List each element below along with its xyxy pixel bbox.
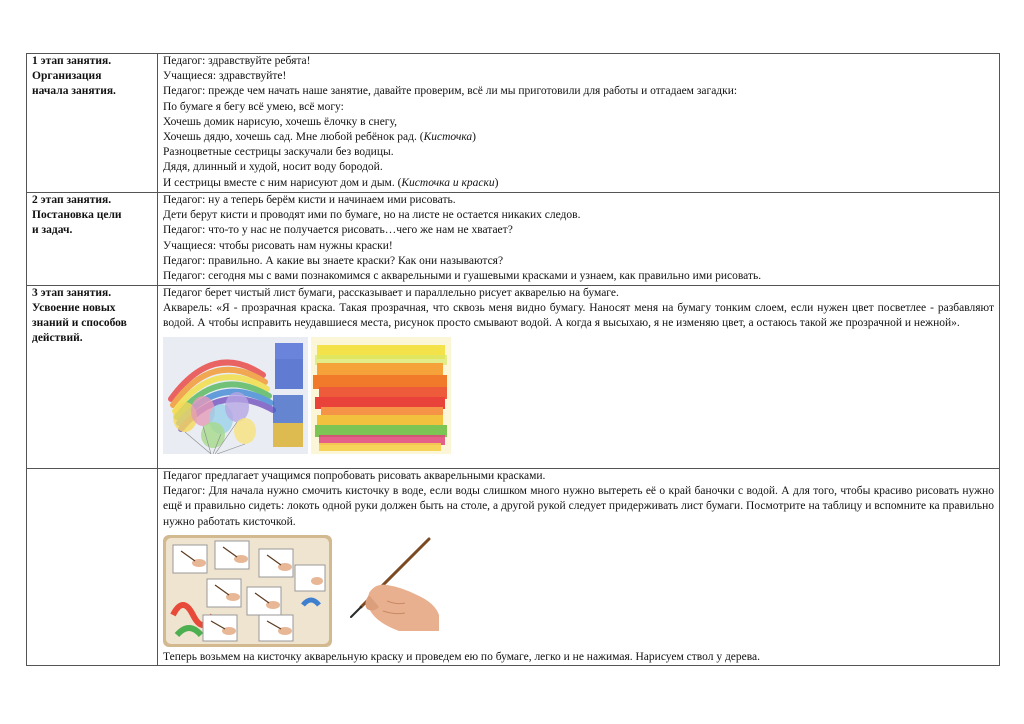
dialogue-cell (158, 193, 1000, 286)
dialogue-line: По бумаге я бегу всё умею, всё могу: (163, 100, 344, 113)
stage-title-line: действий. (32, 332, 83, 344)
riddle-answer: Кисточка и краски (401, 176, 495, 189)
dialogue-line: Педагог берет чистый лист бумаги, рассказывает и параллельно рисует акварелью на бумаге. (163, 287, 619, 299)
stage-title-line: Организация (32, 70, 102, 82)
dialogue-line: Дети берут кисти и проводят ими по бумаге, но на листе не остается никаких следов. (163, 209, 581, 222)
stage-title-line: и задач. (32, 224, 73, 236)
stage-cell (27, 286, 158, 469)
watercolor-images (163, 337, 994, 454)
dialogue-cell (158, 54, 1000, 193)
stage-cell (27, 469, 158, 666)
stage-title-line: 1 этап занятия. (32, 55, 112, 67)
dialogue-line: Педагог предлагает учащимся попробовать рисовать акварельными красками. (163, 470, 546, 482)
riddle-end: ) (494, 176, 499, 189)
watercolor-rainbow-image (163, 337, 308, 454)
dialogue-cell (158, 469, 1000, 666)
riddle-text: И сестрицы вместе с ним нарисуют дом и дым. ( (163, 176, 402, 189)
dialogue-line: Педагог: ну а теперь берём кисти и начинаем ими рисовать. (163, 194, 456, 206)
dialogue-line: Педагог: Для начала нужно смочить кисточку в воде, если воды слишком много нужно вытереть её о край баночки с водой. А для того, чтобы красиво рисовать нужно ещё и правильно сидеть: локоть одной руки должен быть на столе, а другой рукой следует придерживать лист бумаги. Посмотрите на таблицу и вспомните ка правильно нужно работать кисточкой. (163, 485, 994, 528)
dialogue-line: Учащиеся: чтобы рисовать нам нужны краски! (163, 239, 393, 252)
dialogue-line: Педагог: что-то у нас не получается рисовать…чего же нам не хватает? (163, 224, 513, 237)
dialogue-line: Теперь возьмем на кисточку акварельную краску и проведем ею по бумаге, легко и не нажимая. Нарисуем ствол у дерева. (163, 650, 761, 663)
dialogue-line: Педагог: здравствуйте ребята! (163, 55, 311, 67)
dialogue-line: Педагог: правильно. А какие вы знаете краски? Как они называются? (163, 254, 504, 267)
lesson-plan-table (26, 53, 1000, 666)
table-row (27, 286, 1000, 469)
stage-title-line: 3 этап занятия. (32, 287, 112, 299)
stage-cell (27, 193, 158, 286)
dialogue-cell (158, 286, 1000, 469)
stage-title-line: 2 этап занятия. (32, 194, 112, 206)
brush-technique-collage-image (163, 535, 332, 647)
stage-title-line: начала занятия. (32, 85, 116, 97)
riddle-text: Хочешь дядю, хочешь сад. Мне любой ребёнок рад. ( (163, 131, 424, 144)
dialogue-line: Разноцветные сестрицы заскучали без водицы. (163, 146, 394, 159)
dialogue-line: Педагог: прежде чем начать наше занятие, давайте проверим, всё ли мы приготовили для работы и отгадаем загадки: (163, 85, 738, 98)
riddle-line (163, 130, 994, 145)
hand-holding-brush-image (339, 535, 439, 635)
dialogue-line: Педагог: сегодня мы с вами познакомимся с акварельными и гуашевыми красками и узнаем, как правильно ими рисовать. (163, 270, 762, 283)
brush-technique-images (163, 535, 994, 647)
stage-cell (27, 54, 158, 193)
dialogue-line: Хочешь домик нарисую, хочешь ёлочку в снегу, (163, 115, 397, 128)
stage-title-line: Усвоение новых (32, 302, 116, 314)
dialogue-line: Учащиеся: здравствуйте! (163, 70, 287, 83)
watercolor-stripes-image (311, 337, 451, 454)
stage-title-line: знаний и способов (32, 317, 127, 329)
dialogue-line: Дядя, длинный и худой, носит воду бородой. (163, 161, 383, 174)
stage-title-line: Постановка цели (32, 209, 122, 221)
table-row (27, 193, 1000, 286)
riddle-end: ) (472, 131, 477, 144)
riddle-answer: Кисточка (423, 131, 473, 144)
table-row (27, 469, 1000, 666)
table-row (27, 54, 1000, 193)
dialogue-line: Акварель: «Я - прозрачная краска. Такая прозрачная, что сквозь меня видно бумагу. Наносят меня на бумагу тонким слоем, если нужен цвет посветлее - разбавляют водой. А чтобы исправить неудавшиеся места, рисунок просто смывают водой. А когда я высыхаю, я не изменяю цвет, а остаюсь такой же прозрачной и нежной». (163, 302, 994, 330)
riddle-line (163, 176, 994, 191)
